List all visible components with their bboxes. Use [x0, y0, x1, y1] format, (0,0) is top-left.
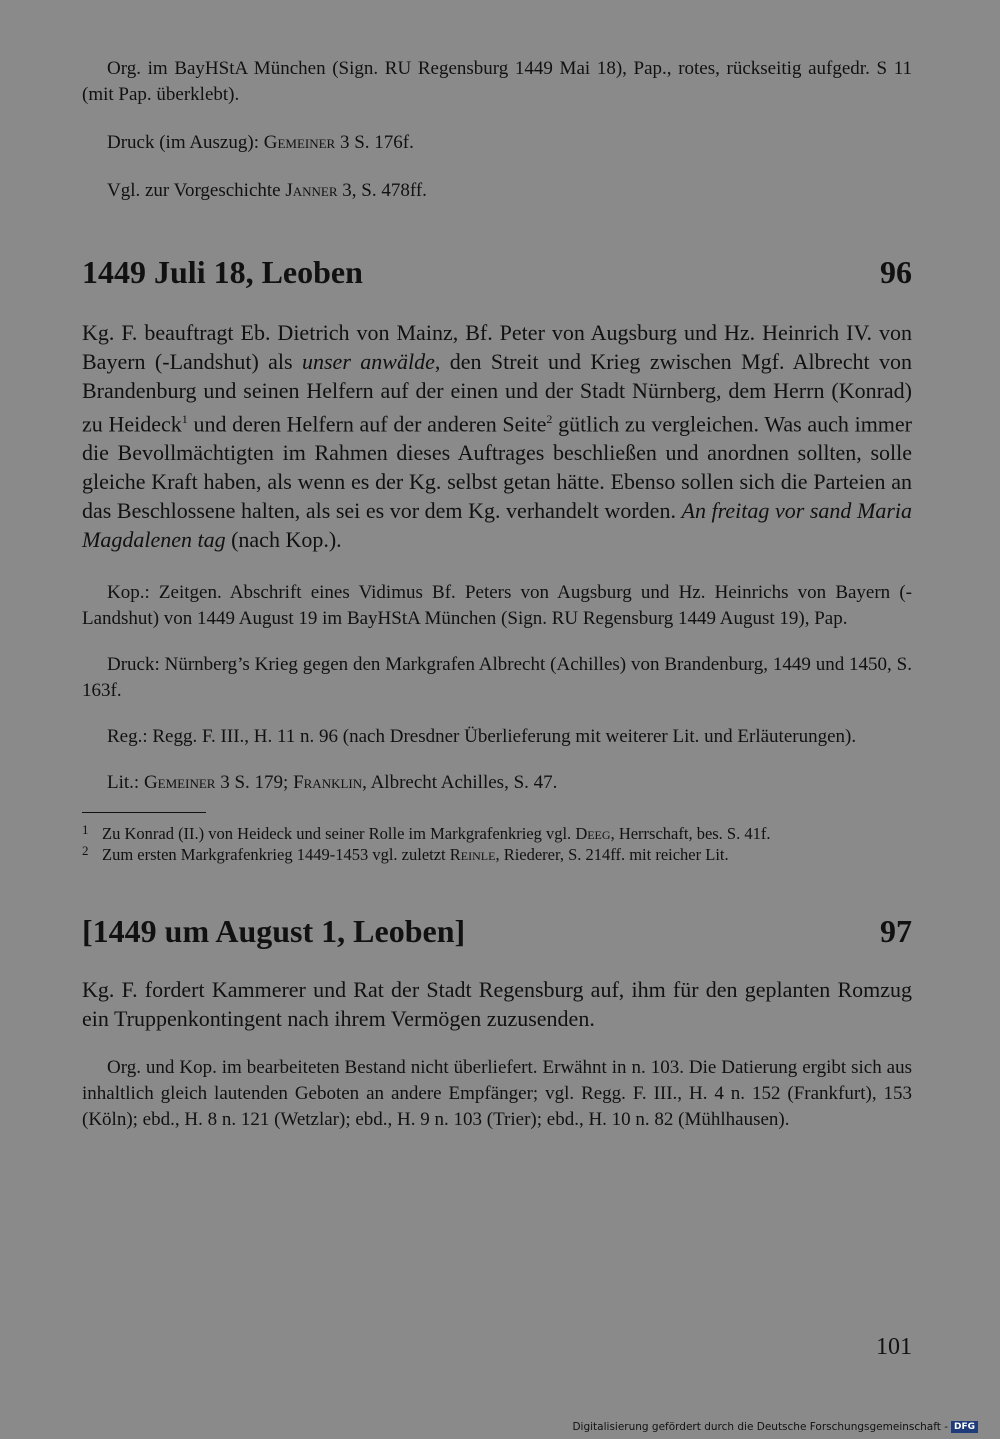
footnote-ref-2[interactable]: 2 — [546, 412, 553, 426]
footnote-ref-1[interactable]: 1 — [181, 412, 188, 426]
funding-text: Digitalisierung gefördert durch die Deutsche Forschungsgemeinschaft - — [572, 1421, 948, 1433]
funding-footer — [572, 1421, 978, 1433]
entry-97-regest: Kg. F. fordert Kammerer und Rat der Stadt Regensburg auf, ihm für den geplanten Romzug ein Truppenkontingent nach ihrem Vermögen zuzusenden. — [82, 977, 912, 1032]
dfg-logo-icon: DFG — [951, 1421, 978, 1433]
original-note: Org. im BayHStA München (Sign. RU Regensburg 1449 Mai 18), Pap., rotes, rückseitig aufgedr. S 11 (mit Pap. überklebt). — [82, 58, 912, 105]
compare-note: Vgl. zur Vorgeschichte Janner 3, S. 478ff. — [107, 180, 427, 201]
entry-96-print-note: Druck: Nürnberg’s Krieg gegen den Markgrafen Albrecht (Achilles) von Brandenburg, 1449 und 1450, S. 163f. — [82, 654, 912, 702]
footnote-1: 1 Zu Konrad (II.) von Heideck und seiner Rolle im Markgrafenkrieg vgl. Deeg, Herrschaft, bes. S. 41f. — [82, 822, 771, 844]
entry-97-heading — [82, 911, 912, 951]
entry-96-regest: Kg. F. beauftragt Eb. Dietrich von Mainz, Bf. Peter von Augsburg und Hz. Heinrich IV. von Bayern (-Landshut) als unser anwälde, den Streit und Krieg zwischen Mgf. Albrecht von Brandenburg und seinen Helfern auf der einen und der Stadt Nürnberg, dem Herrn (Konrad) zu Heideck$^1$ und deren Helfern auf der anderen Seite$^2$ gütlich zu vergleichen. Was auch immer die Bevollmächtigten im Rahmen dieses Auftrages beschließen und anordnen sollten, solle gleiche Kraft haben, als wenn es der Kg. selbst getan hätte. Ebenso sollen sich die Parteien an das Beschlossene halten, als sei es vor dem Kg. verhandelt worden. An freitag vor sand Maria Magdalenen tag (nach Kop.). — [82, 320, 913, 553]
entry-96-number: 96 — [880, 254, 912, 290]
page-content — [82, 52, 912, 1133]
footnote-divider — [82, 812, 206, 813]
entry-96-regest-note: Reg.: Regg. F. III., H. 11 n. 96 (nach Dresdner Überlieferung mit weiterer Lit. und Erläuterungen). — [107, 726, 857, 748]
footnote-2: 2 Zum ersten Markgrafenkrieg 1449-1453 vgl. zuletzt Reinle, Riederer, S. 214ff. mit reicher Lit. — [82, 843, 729, 865]
entry-96-literature-note: Lit.: Gemeiner 3 S. 179; Franklin, Albrecht Achilles, S. 47. — [107, 772, 558, 794]
entry-96-date: 1449 Juli 18, Leoben — [82, 254, 363, 290]
entry-97-original-note: Org. und Kop. im bearbeiteten Bestand nicht überliefert. Erwähnt in n. 103. Die Datierung ergibt sich aus inhaltlich gleich lautenden Geboten an andere Empfänger; vgl. Regg. F. III., H. 4 n. 152 (Frankfurt), 153 (Köln); ebd., H. 8 n. 121 (Wetzlar); ebd., H. 9 n. 103 (Trier); ebd., H. 10 n. 82 (Mühlhausen). — [82, 1057, 912, 1131]
print-note: Druck (im Auszug): Gemeiner 3 S. 176f. — [107, 132, 414, 153]
entry-97-number: 97 — [880, 913, 912, 950]
page-number: 101 — [876, 1334, 912, 1360]
entry-96-heading — [82, 252, 912, 292]
entry-97-date: [1449 um August 1, Leoben] — [82, 913, 466, 950]
entry-96-copy-note: Kop.: Zeitgen. Abschrift eines Vidimus Bf. Peters von Augsburg und Hz. Heinrichs von Bayern (-Landshut) von 1449 August 19 im BayHStA München (Sign. RU Regensburg 1449 August 19), Pap. — [82, 582, 912, 630]
